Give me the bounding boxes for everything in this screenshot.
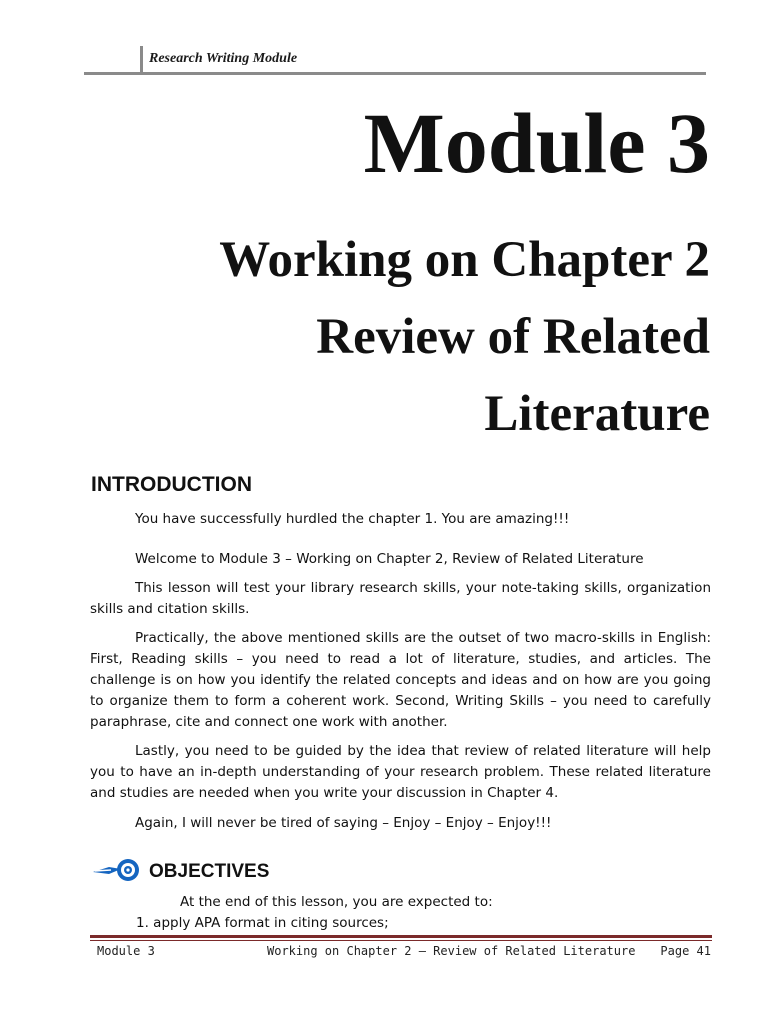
intro-paragraph: Practically, the above mentioned skills are the outset of two macro-skills in English: First, Reading skills – you need to read a lot of literature, studies, and articles. The challenge is on how you identify the related concepts and ideas and on how are you going to organize them to form a coherent work. Second, Writing Skills – you need to carefully paraphrase, cite and connect one work with another.	[90, 630, 711, 730]
footer-module: Module 3	[97, 944, 155, 958]
footer-rule-thin	[90, 940, 712, 941]
running-header: Research Writing Module	[149, 51, 298, 66]
intro-paragraph: Again, I will never be tired of saying – Enjoy – Enjoy – Enjoy!!!	[135, 815, 552, 831]
footer-page-number: Page 41	[660, 944, 711, 958]
intro-paragraph: Welcome to Module 3 – Working on Chapter 2, Review of Related Literature	[135, 551, 644, 567]
module-subtitle	[219, 222, 710, 453]
header-divider-tick	[140, 46, 143, 74]
header-rule	[84, 72, 706, 75]
intro-paragraph: This lesson will test your library research skills, your note-taking skills, organization skills and citation skills.	[90, 580, 711, 617]
intro-paragraph: Lastly, you need to be guided by the idea that review of related literature will help you to have an in-depth understanding of your research problem. These related literature and studies are needed when you write your discussion in Chapter 4.	[90, 743, 711, 801]
subtitle-line: Literature	[484, 386, 710, 442]
objectives-intro: At the end of this lesson, you are expected to:	[180, 894, 493, 910]
introduction-heading: INTRODUCTION	[91, 473, 252, 496]
footer-chapter-title: Working on Chapter 2 – Review of Related Literature	[267, 944, 636, 958]
footer-rule	[90, 935, 712, 938]
objective-item: 1. apply APA format in citing sources;	[136, 915, 389, 931]
intro-paragraph: You have successfully hurdled the chapter 1. You are amazing!!!	[135, 511, 570, 527]
subtitle-line: Review of Related	[316, 309, 710, 365]
target-arrow-icon	[91, 858, 143, 884]
subtitle-line: Working on Chapter 2	[219, 232, 710, 288]
module-title: Module 3	[363, 95, 710, 191]
objectives-heading: OBJECTIVES	[149, 861, 270, 882]
